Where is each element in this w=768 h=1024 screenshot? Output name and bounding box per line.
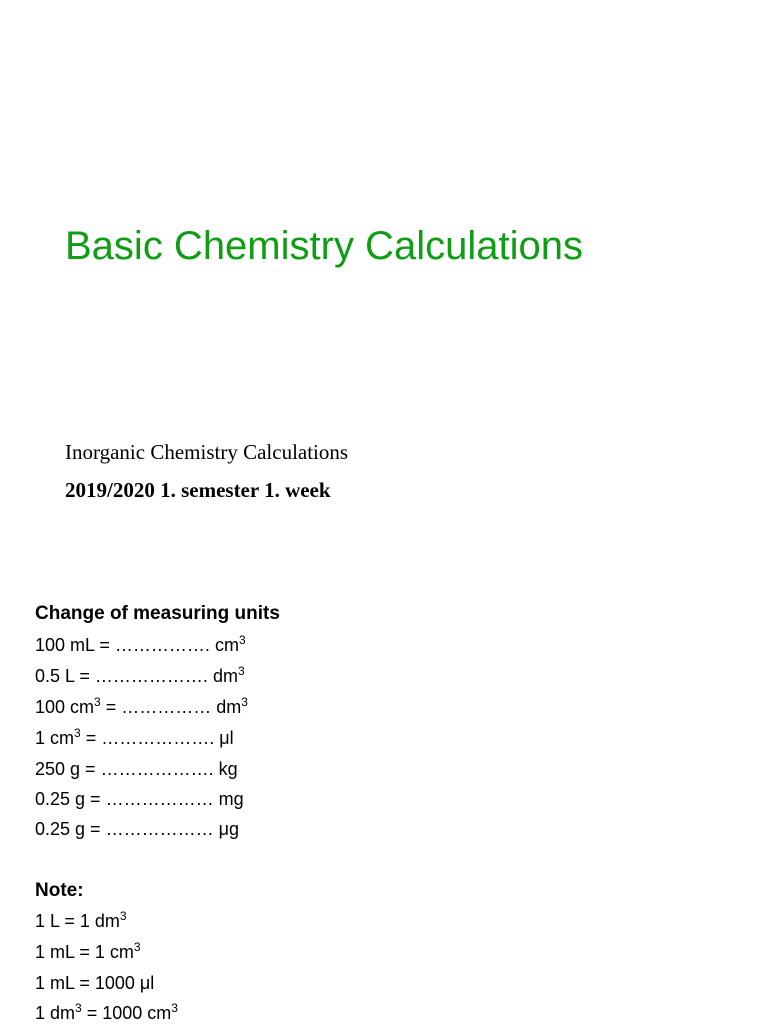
lhs-exponent: 3 xyxy=(74,726,81,740)
exercise-lhs: 0.25 g = xyxy=(35,789,101,809)
exercise-equals: = xyxy=(100,697,117,717)
unit-exponent: 3 xyxy=(237,664,245,678)
exercise-lhs: 1 cm xyxy=(35,728,75,748)
answer-blank: …………… xyxy=(121,697,212,717)
note-line xyxy=(35,972,154,994)
unit-exercise xyxy=(35,727,234,749)
target-unit: kg xyxy=(218,759,238,779)
note-line xyxy=(35,910,127,932)
answer-blank: ………………. xyxy=(101,728,215,748)
target-unit: μl xyxy=(219,728,234,748)
course-term: 2019/2020 1. semester 1. week xyxy=(65,478,331,502)
note-exponent: 3 xyxy=(75,1001,82,1015)
exercise-lhs: 100 mL = xyxy=(35,635,110,655)
note-text: 1 L = 1 dm xyxy=(35,911,120,931)
note-exponent: 3 xyxy=(119,909,127,923)
answer-blank: ………………. xyxy=(94,666,208,686)
answer-blank: ………………. xyxy=(100,759,214,779)
unit-exercise xyxy=(35,788,244,810)
units-section-heading: Change of measuring units xyxy=(35,603,280,624)
unit-exercise xyxy=(35,665,245,687)
note-text: 1 dm xyxy=(35,1003,76,1023)
exercise-lhs: 0.5 L = xyxy=(35,666,90,686)
exercise-lhs: 0.25 g = xyxy=(35,819,101,839)
note-heading: Note: xyxy=(35,880,84,901)
answer-blank: ……………… xyxy=(105,789,214,809)
unit-exercise xyxy=(35,758,238,780)
answer-blank: ……………. xyxy=(114,635,210,655)
exercise-lhs: 100 cm xyxy=(35,697,95,717)
note-exponent: 3 xyxy=(133,940,141,954)
target-unit: cm xyxy=(214,635,239,655)
note-exponent: 3 xyxy=(171,1001,178,1015)
note-line xyxy=(35,1002,178,1024)
target-unit: mg xyxy=(218,789,244,809)
course-name: Inorganic Chemistry Calculations xyxy=(65,440,349,464)
page-title: Basic Chemistry Calculations xyxy=(65,224,583,268)
answer-blank: ……………… xyxy=(105,819,214,839)
unit-exercise xyxy=(35,634,246,656)
target-unit: dm xyxy=(216,697,242,717)
unit-exercise xyxy=(35,818,239,840)
unit-exercise xyxy=(35,696,248,718)
exercise-lhs: 250 g = xyxy=(35,759,96,779)
unit-exponent: 3 xyxy=(238,633,246,647)
note-text: 1 mL = 1000 μl xyxy=(35,973,155,993)
note-text: = 1000 cm xyxy=(81,1003,172,1023)
unit-exponent: 3 xyxy=(241,695,248,709)
target-unit: μg xyxy=(218,819,239,839)
note-text: 1 mL = 1 cm xyxy=(35,942,134,962)
note-line xyxy=(35,941,141,963)
target-unit: dm xyxy=(212,666,238,686)
lhs-exponent: 3 xyxy=(94,695,101,709)
exercise-equals: = xyxy=(80,728,97,748)
